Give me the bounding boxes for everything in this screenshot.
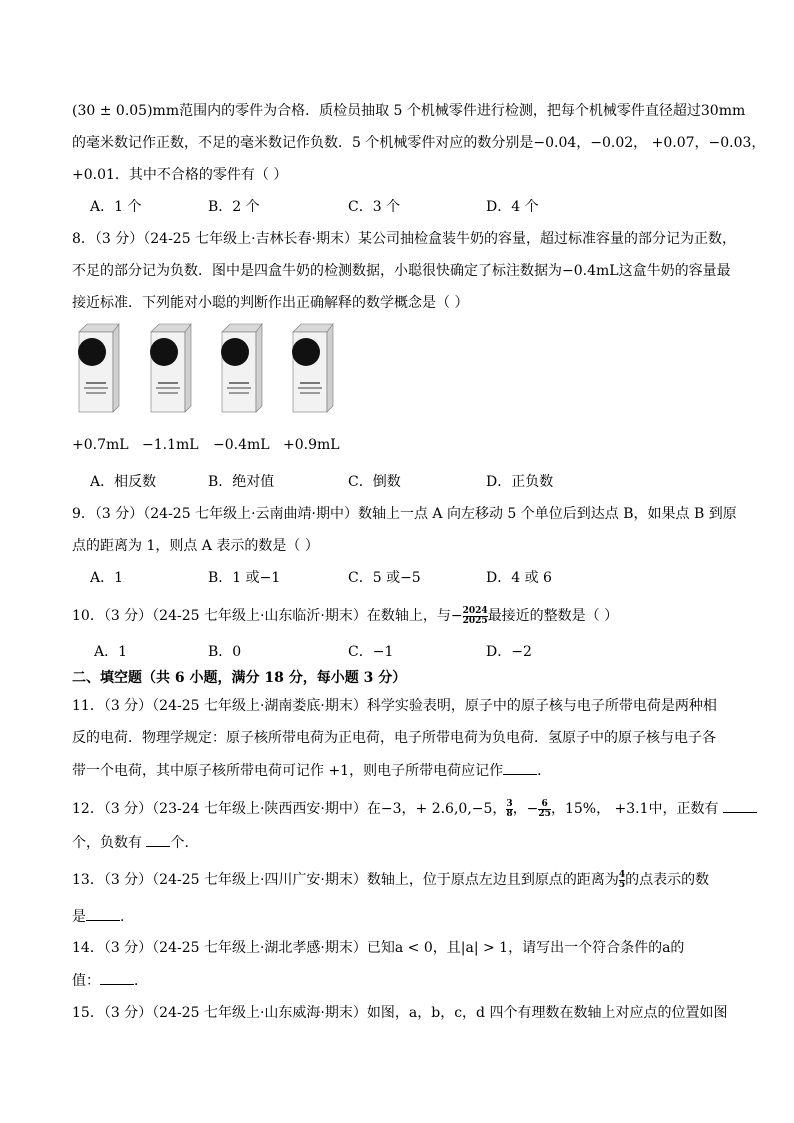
q13-f-num: 4 [618, 869, 626, 880]
q7-option-b: B．2 个 [208, 199, 260, 215]
q10-line-1 [72, 606, 618, 626]
q14-line-2-text: 值： [72, 973, 100, 989]
milk-carton-2 [145, 322, 197, 414]
carton-label-4: +0.9mL [283, 437, 340, 453]
q12-fraction-2 [538, 800, 551, 819]
q10-prefix: 10．（3 分）（24-25 七年级上·山东临沂·期末）在数轴上，与− [72, 608, 463, 624]
q12-f2-den: 25 [538, 808, 551, 819]
q11-line-3 [72, 760, 551, 781]
carton-label-2: −1.1mL [142, 437, 199, 453]
q10-frac-den: 2025 [462, 615, 488, 626]
q12-f1-num: 3 [506, 798, 513, 809]
q14-line-1: 14．（3 分）（24-25 七年级上·湖北孝感·期末）已知a < 0，且|a| > 1，请写出一个符合条件的a的 [72, 940, 685, 956]
q13-line-2-end: ． [120, 909, 134, 925]
milk-carton-4 [287, 322, 339, 414]
q11-answer-blank [503, 760, 537, 775]
q9-line-2: 点的距离为 1，则点 A 表示的数是（ ） [72, 538, 319, 554]
q11-line-3-text: 带一个电荷，其中原子核所带电荷可记作 +1，则电子所带电荷应记作 [72, 763, 504, 779]
q12-positive-blank [723, 798, 757, 813]
q7-option-d: D．4 个 [486, 199, 539, 215]
q12-line-1 [72, 798, 757, 819]
carton-label-3: −0.4mL [213, 437, 270, 453]
q13-suffix: 的点表示的数 [625, 872, 710, 888]
q8-line-2: 不足的部分记为负数．图中是四盒牛奶的检测数据，小聪很快确定了标注数据为−0.4mL这盒牛奶的容量最 [72, 263, 731, 279]
q11-line-2: 反的电荷．物理学规定：原子核所带电荷为正电荷，电子所带电荷为负电荷．氢原子中的原子核与电子各 [72, 730, 716, 746]
carton-label-1: +0.7mL [72, 437, 129, 453]
q7-line-3: +0.01．其中不合格的零件有（ ） [72, 167, 288, 183]
q14-line-2 [72, 970, 148, 991]
q9-option-a: A．1 [90, 570, 124, 586]
q7-line-1: (30 ± 0.05)mm范围内的零件为合格．质检员抽取 5 个机械零件进行检测，把每个机械零件直径超过30mm [72, 103, 746, 119]
q12-line-2-b: 个． [170, 835, 199, 851]
q9-option-b: B．1 或−1 [208, 570, 281, 586]
q10-fraction [463, 607, 488, 626]
q9-line-1: 9．（3 分）（24-25 七年级上·云南曲靖·期中）数轴上一点 A 向左移动 5 个单位后到达点 B，如果点 B 到原 [72, 506, 737, 522]
q8-option-c: C．倒数 [348, 474, 401, 490]
q9-option-d: D．4 或 6 [486, 570, 552, 586]
q7-option-a: A．1 个 [90, 199, 142, 215]
q12-line-2-a: 个，负数有 [72, 835, 142, 851]
q12-mid: ，− [512, 801, 539, 817]
q10-option-d: D．−2 [486, 644, 532, 660]
q10-option-c: C．−1 [348, 644, 394, 660]
milk-carton-1 [73, 322, 125, 414]
q10-option-b: B．0 [208, 644, 242, 660]
q13-line-1 [72, 870, 709, 890]
milk-carton-figure [73, 322, 373, 414]
q8-option-d: D．正负数 [486, 474, 554, 490]
q12-negative-blank [146, 832, 170, 847]
q11-line-1: 11．（3 分）（24-25 七年级上·湖南娄底·期末）科学实验表明，原子中的原子核与电子所带电荷是两种相 [72, 698, 717, 714]
q13-f-den: 5 [618, 879, 626, 890]
q9-option-c: C．5 或−5 [348, 570, 421, 586]
q13-answer-blank [86, 906, 120, 921]
q14-line-2-end: ． [134, 973, 148, 989]
q12-suffix: ，15%， +3.1中，正数有 [550, 801, 719, 817]
q11-line-3-end: ． [537, 763, 552, 779]
q8-option-b: B．绝对值 [208, 474, 275, 490]
q7-option-c: C．3 个 [348, 199, 401, 215]
q8-line-3: 接近标准．下列能对小聪的判断作出正确解释的数学概念是（ ） [72, 295, 469, 311]
q15-line-1: 15．（3 分）（24-25 七年级上·山东威海·期末）如图，a，b，c，d 四个有理数在数轴上对应点的位置如图 [72, 1005, 728, 1021]
q14-answer-blank [100, 970, 134, 985]
q13-line-2-text: 是 [72, 909, 86, 925]
q13-prefix: 13．（3 分）（24-25 七年级上·四川广安·期末）数轴上，位于原点左边且到原点的距离为 [72, 872, 619, 888]
q10-option-a: A．1 [94, 644, 128, 660]
q8-option-a: A．相反数 [90, 474, 157, 490]
q8-line-1: 8．（3 分）（24-25 七年级上·吉林长春·期末）某公司抽检盒装牛奶的容量，超过标准容量的部分记为正数， [72, 231, 736, 247]
milk-carton-3 [216, 322, 268, 414]
q12-line-2 [72, 832, 198, 853]
q12-f1-den: 8 [506, 808, 513, 819]
q13-line-2 [72, 906, 134, 927]
q10-frac-num: 2024 [462, 605, 488, 616]
section-2-heading: 二、填空题（共 6 小题，满分 18 分，每小题 3 分） [72, 670, 407, 686]
q10-suffix: 最接近的整数是（ ） [487, 608, 619, 624]
q7-line-2: 的毫米数记作正数，不足的毫米数记作负数．5 个机械零件对应的数分别是−0.04，−0.02， +0.07，−0.03， [72, 135, 766, 151]
q12-f2-num: 6 [538, 800, 551, 810]
q12-prefix: 12．（3 分）（23-24 七年级上·陕西西安·期中）在−3，+ 2.6,0,−5， [72, 801, 507, 817]
